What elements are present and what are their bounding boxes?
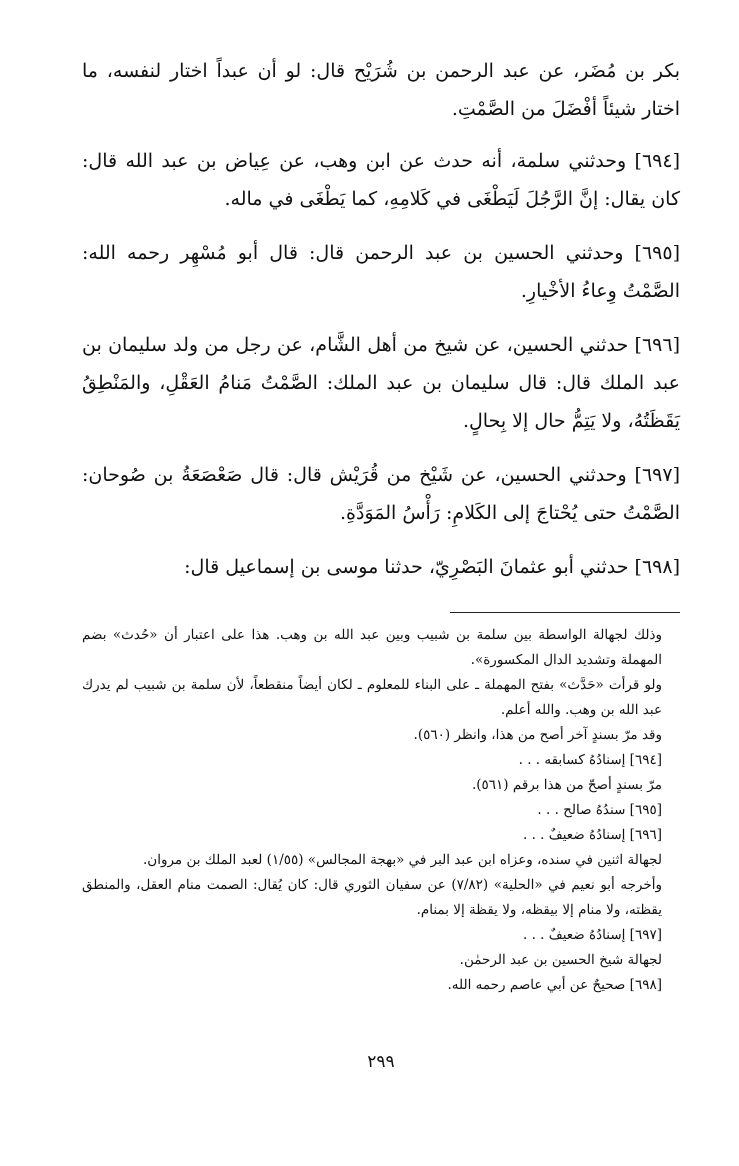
book-page bbox=[82, 52, 680, 1112]
footnote-separator bbox=[450, 612, 680, 613]
footnote-line: [٦٩٦] إسنادُهُ ضعيفٌ . . . bbox=[522, 827, 662, 843]
main-text bbox=[82, 52, 680, 586]
footnote-line: [٦٩٥] سندُهُ صالح . . . bbox=[537, 802, 662, 818]
footnote-line: لجهالة اثنين في سنده، وعزاه ابن عبد البر في «بهجة المجالس» (١/٥٥) لعبد الملك بن مروان. bbox=[143, 852, 662, 868]
footnote-line: [٦٩٧] إسنادُهُ ضعيفٌ . . . bbox=[522, 927, 662, 943]
footnote-line: [٦٩٤] إسنادُهُ كسابقه . . . bbox=[518, 752, 662, 768]
paragraph-695: [٦٩٥] وحدثني الحسين بن عبد الرحمن قال: قال أبو مُسْهِر رحمه الله: الصَّمْتُ وِعاءُ الأخْيارِ. bbox=[82, 242, 680, 302]
footnote-line: لجهالة شيخ الحسين بن عبد الرحمٰن. bbox=[459, 952, 662, 968]
paragraph-696: [٦٩٦] حدثني الحسين، عن شيخ من أهل الشَّام، عن رجل من ولد سليمان بن عبد الملك قال: قال سليمان بن عبد الملك: الصَّمْتُ مَنامُ العَقْلِ، والمَنْطِقُ يَقَظَتُهُ، ولا يَتِمُّ حال إلا بِحالٍ. bbox=[82, 334, 680, 432]
paragraph-697: [٦٩٧] وحدثني الحسين، عن شَيْخ من قُرَيْش قال: قال صَعْصَعَةُ بن صُوحان: الصَّمْتُ حتى يُحْتاجَ إلى الكَلامِ: رَأْسُ المَوَدَّةِ. bbox=[82, 464, 680, 524]
paragraph-698: [٦٩٨] حدثني أبو عثمانَ البَصْرِيّ، حدثنا موسى بن إسماعيل قال: bbox=[184, 556, 680, 578]
paragraph-694: [٦٩٤] وحدثني سلمة، أنه حدث عن ابن وهب، عن عِياض بن عبد الله قال: كان يقال: إنَّ الرَّجُلَ لَيَطْغَى في كَلامِهِ، كما يَطْغَى في ماله. bbox=[82, 150, 680, 210]
footnote-line: وأخرجه أبو نعيم في «الحلية» (٧/٨٢) عن سفيان الثوري قال: كان يُقال: الصمت منام العقل، والمنطق يقظته، ولا منام إلا بيقظه، ولا يقظة إلا بمنام. bbox=[82, 877, 662, 918]
paragraph-continuation: بكر بن مُضَر، عن عبد الرحمن بن شُرَيْح قال: لو أن عبداً اختار لنفسه، ما اختار شيئاً أفْضَلَ من الصَّمْتِ. bbox=[82, 60, 680, 120]
footnote-line: [٦٩٨] صحيحٌ عن أبي عاصم رحمه الله. bbox=[447, 977, 662, 993]
footnote-line: وقد مرّ بسندٍ آخر أصح من هذا، وانظر (٥٦٠). bbox=[413, 727, 662, 743]
footnote-line: مرّ بسندٍ أصحّ من هذا برقم (٥٦١). bbox=[471, 777, 662, 793]
footnote-line: وذلك لجهالة الواسطة بين سلمة بن شبيب وبين عبد الله بن وهب. هذا على اعتبار أن «حُدث» بضم المهملة وتشديد الدال المكسورة». bbox=[82, 627, 662, 668]
footnote-line: ولو قرأت «حَدَّث» بفتح المهملة ـ على البناء للمعلوم ـ لكان أيضاً منقطعاً، لأن سلمة بن شبيب لم يدرك عبد الله بن وهب. والله أعلم. bbox=[82, 677, 662, 718]
page-number: ٢٩٩ bbox=[367, 1052, 395, 1072]
footnotes bbox=[82, 623, 680, 998]
